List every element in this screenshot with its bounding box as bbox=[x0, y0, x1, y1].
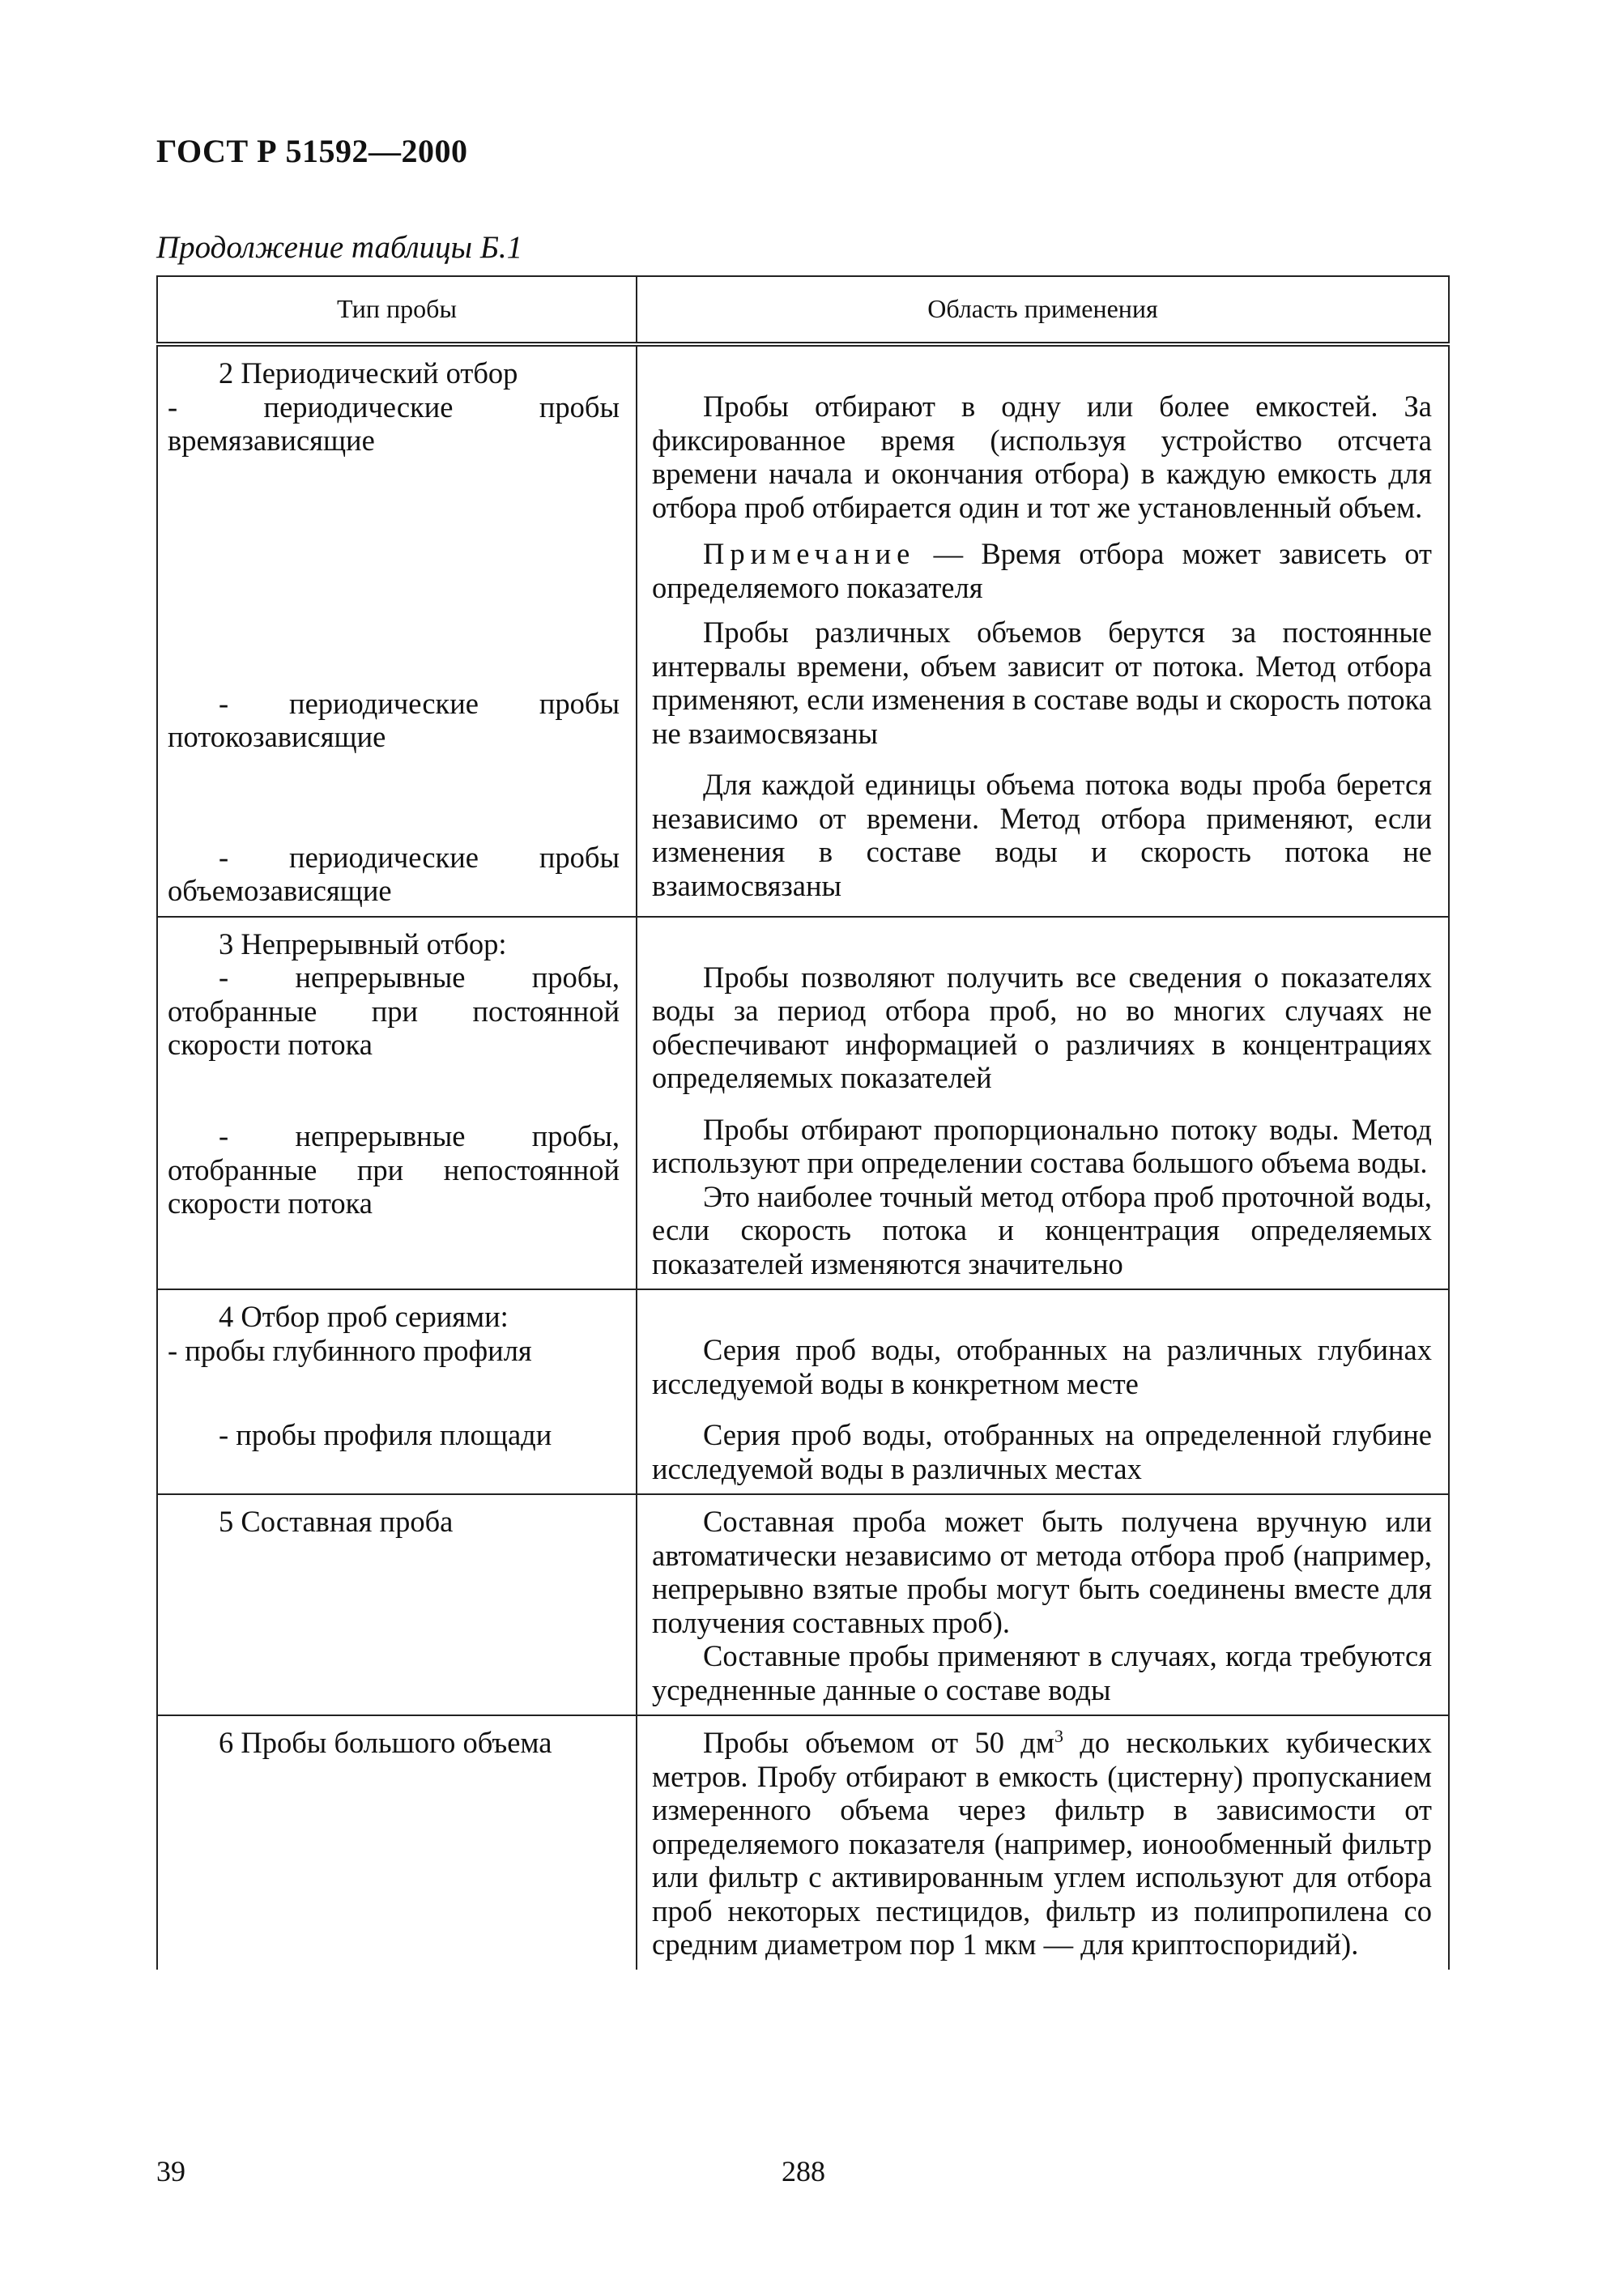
description-text: Составная проба может быть получена вручную или автоматически независимо от метода отбора проб (например, непрерывно взятые пробы могут быть соединены вместе для получения составных проб). bbox=[652, 1505, 1432, 1639]
subtype-label: - непрерывные пробы, отобранные при непостоянной скорости потока bbox=[168, 1119, 620, 1220]
description-text-part: Пробы объемом от 50 дм bbox=[703, 1726, 1054, 1759]
description-text: Серия проб воды, отобранных на определенной глубине исследуемой воды в различных местах bbox=[652, 1418, 1432, 1485]
cell-sample-type bbox=[157, 1715, 637, 1970]
cell-application bbox=[637, 1289, 1449, 1494]
column-header-sample-type: Тип пробы bbox=[157, 276, 637, 344]
description-text: Это наиболее точный метод отбора проб проточной воды, если скорость потока и концентрация определяемых показателей изменяются значительно bbox=[652, 1179, 1432, 1280]
description-text: Составные пробы применяют в случаях, когда требуются усредненные данные о составе воды bbox=[652, 1639, 1432, 1706]
group-title: 6 Пробы большого объема bbox=[219, 1726, 552, 1759]
subtype-label: - пробы глубинного профиля bbox=[168, 1333, 532, 1367]
description-text: Пробы отбирают пропорционально потоку воды. Метод используют при определении состава большого объема воды. bbox=[652, 1112, 1432, 1179]
description-text: Пробы различных объемов берутся за постоянные интервалы времени, объем зависит от потока. Метод отбора применяют, если изменения в составе воды и скорость потока не взаимосвязаны bbox=[652, 616, 1432, 750]
subtype-label: - непрерывные пробы, отобранные при постоянной скорости потока bbox=[168, 961, 620, 1061]
group-title: 3 Непрерывный отбор: bbox=[219, 926, 507, 961]
group-title: 5 Составная проба bbox=[219, 1505, 454, 1538]
note-heading: Примечание bbox=[703, 537, 916, 570]
table-row-continuous bbox=[157, 917, 1449, 1290]
cell-sample-type bbox=[157, 1289, 637, 1494]
subtype-label: - пробы профиля площади bbox=[219, 1417, 552, 1451]
description-text-part: до нескольких кубических метров. Пробу отбирают в емкость (цистерну) пропусканием измеренного объема через фильтр в зависимости от определяемого показателя (например, ионообменный фильтр или фильтр с активированным углем используют для отбора проб некоторых пестицидов, фильтр из полипропилена со средним диаметром пор 1 мкм — для криптоспоридий). bbox=[652, 1726, 1432, 1961]
footer-left-number: 39 bbox=[156, 2155, 185, 2187]
cell-application bbox=[637, 1715, 1449, 1970]
subtype-label: - периодические пробы потокозависящие bbox=[168, 686, 620, 753]
page-number: 288 bbox=[782, 2155, 825, 2187]
cell-application bbox=[637, 917, 1449, 1290]
table-container bbox=[156, 275, 1448, 1970]
table-caption: Продолжение таблицы Б.1 bbox=[156, 230, 523, 265]
description-text: Серия проб воды, отобранных на различных глубинах исследуемой воды в конкретном месте bbox=[652, 1333, 1432, 1400]
table-row-large-volume bbox=[157, 1715, 1449, 1970]
group-title: 4 Отбор проб сериями: bbox=[219, 1300, 509, 1333]
description-text: Пробы позволяют получить все сведения о показателях воды за период отбора проб, но во многих случаях не обеспечивают информацией о различиях в концентрациях определяемых показателей bbox=[652, 960, 1432, 1094]
column-header-application-area: Область применения bbox=[637, 276, 1449, 344]
subtype-label: - периодические пробы времязависящие bbox=[168, 390, 620, 457]
subtype-label: - периодические пробы объемозависящие bbox=[168, 840, 620, 907]
note-paragraph bbox=[652, 537, 1432, 604]
table-row-composite bbox=[157, 1494, 1449, 1715]
table-row-series bbox=[157, 1289, 1449, 1494]
cell-sample-type bbox=[157, 344, 637, 917]
cell-sample-type bbox=[157, 917, 637, 1290]
description-text: Пробы отбирают в одну или более емкостей. За фиксированное время (используя устройство отсчета времени начала и окончания отбора) в каждую емкость для отбора проб отбирается один и тот же установленный объем. bbox=[652, 390, 1432, 524]
cell-sample-type bbox=[157, 1494, 637, 1715]
group-title: 2 Периодический отбор bbox=[219, 356, 518, 390]
table-row-periodic bbox=[157, 344, 1449, 917]
sampling-types-table bbox=[156, 275, 1450, 1970]
description-text: Для каждой единицы объема потока воды проба берется независимо от времени. Метод отбора применяют, если изменения в составе воды и скорость потока не взаимосвязаны bbox=[652, 768, 1432, 902]
cell-application bbox=[637, 344, 1449, 917]
document-standard-title: ГОСТ Р 51592—2000 bbox=[156, 133, 468, 169]
superscript: 3 bbox=[1054, 1725, 1063, 1746]
description-text bbox=[652, 1726, 1432, 1962]
cell-application bbox=[637, 1494, 1449, 1715]
table-header-row bbox=[157, 276, 1449, 344]
note-text: — Время отбора может зависеть от определяемого показателя bbox=[652, 537, 1432, 604]
